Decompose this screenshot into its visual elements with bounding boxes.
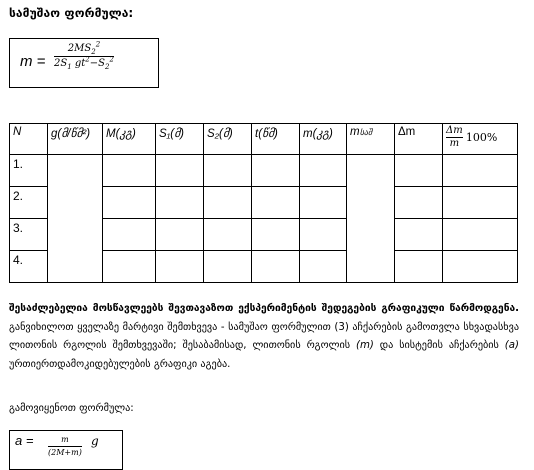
table-cell — [300, 219, 347, 251]
table-row — [10, 155, 518, 187]
formula2-lhs: a = — [15, 433, 34, 448]
paragraph-italic-m: (m) — [355, 340, 374, 351]
formula-numerator — [67, 40, 101, 56]
table-header-row — [10, 124, 518, 155]
percent-fraction — [446, 126, 463, 149]
denominator-b-sup: 2 — [85, 55, 90, 64]
formula-lhs: m = — [20, 53, 46, 70]
section-heading: სამუშაო ფორმულა: — [9, 6, 134, 20]
row-number: 2. — [10, 187, 48, 219]
paragraph-text-1: განვიხილოთ ყველაზე მარტივი შემთხვევა - სამუშაო ფორმულით (3) აჩქარების გამოთვლა სხვადასხვა ლითონის რგოლის შემთხვევაში; შესაბამისად, ლითონის რგოლის — [9, 321, 519, 351]
denominator-c-sup: 2 — [109, 55, 114, 64]
table-cell — [443, 187, 518, 219]
header-s2: S₂(მ) — [204, 124, 252, 155]
description-paragraph — [9, 300, 519, 374]
table-cell — [252, 187, 300, 219]
table-cell — [252, 251, 300, 283]
percent-denominator: m — [449, 138, 460, 149]
table-cell — [300, 155, 347, 187]
header-t: t(წმ) — [252, 124, 300, 155]
mavg-merged-cell — [347, 155, 395, 283]
table-cell — [395, 187, 443, 219]
denominator-c: −S — [89, 58, 105, 69]
paragraph-italic-a: (a) — [504, 340, 519, 351]
header-percent — [443, 124, 518, 155]
paragraph-text-2: და სისტემის აჩქარების — [373, 340, 505, 351]
paragraph-text-3: ურთიერთდამოკიდებულების გრაფიკი აგება. — [9, 358, 231, 370]
table-cell — [300, 251, 347, 283]
row-number: 1. — [10, 155, 48, 187]
table-cell — [156, 251, 204, 283]
acceleration-formula-box — [9, 430, 123, 470]
header-dm: Δm — [395, 124, 443, 155]
denominator-b: gt — [71, 58, 86, 69]
table-cell — [103, 251, 156, 283]
paragraph-bold: შესაძლებელია მოსწავლეებს შევთავაზოთ ექსპერიმენტის შედეგების გრაფიკული წარმოდგენა. — [9, 303, 519, 314]
table-cell — [204, 219, 252, 251]
use-formula-label: გამოვიყენოთ ფორმულა: — [9, 403, 134, 414]
header-mavg — [347, 124, 395, 155]
table-cell — [443, 155, 518, 187]
table-cell — [103, 187, 156, 219]
table-cell — [300, 187, 347, 219]
formula2-numerator: m — [61, 435, 69, 444]
table-cell — [252, 155, 300, 187]
fraction-bar — [48, 446, 82, 447]
table-cell — [395, 251, 443, 283]
table-cell — [103, 155, 156, 187]
measurement-table — [9, 123, 518, 283]
table-cell — [443, 219, 518, 251]
row-number: 3. — [10, 219, 48, 251]
header-s1: S₁(მ) — [156, 124, 204, 155]
mavg-sub: საშ — [359, 128, 372, 137]
header-n: N — [10, 124, 48, 155]
g-merged-cell — [48, 155, 103, 283]
formula2-tail: g — [91, 434, 99, 448]
header-m: m(კგ) — [300, 124, 347, 155]
formula-denominator — [54, 55, 114, 71]
formula2-fraction — [48, 436, 82, 457]
numerator-main: 2MS — [67, 43, 92, 54]
denominator-a: 2S — [54, 58, 68, 69]
header-M: M(კგ) — [103, 124, 156, 155]
table-cell — [204, 155, 252, 187]
table-cell — [395, 219, 443, 251]
working-formula-box — [9, 38, 159, 88]
denominator-c-sub: 2 — [105, 63, 110, 71]
table-cell — [156, 187, 204, 219]
numerator-sup: 2 — [95, 40, 101, 49]
denominator-a-sub: 1 — [67, 63, 72, 71]
table-cell — [395, 155, 443, 187]
table-cell — [204, 251, 252, 283]
numerator-sub: 2 — [91, 48, 96, 56]
percent-numerator: Δm — [446, 125, 463, 136]
percent-tail: 100% — [465, 131, 498, 144]
mavg-main: m — [350, 126, 360, 138]
row-number: 4. — [10, 251, 48, 283]
table-cell — [443, 251, 518, 283]
formula2-denominator: (2M+m) — [48, 448, 82, 457]
fraction-bar — [54, 56, 114, 57]
table-cell — [204, 187, 252, 219]
table-cell — [252, 219, 300, 251]
formula-fraction — [54, 40, 114, 71]
table-cell — [156, 155, 204, 187]
header-g: g(მ/წმ²) — [48, 124, 103, 155]
table-cell — [156, 219, 204, 251]
table-cell — [103, 219, 156, 251]
